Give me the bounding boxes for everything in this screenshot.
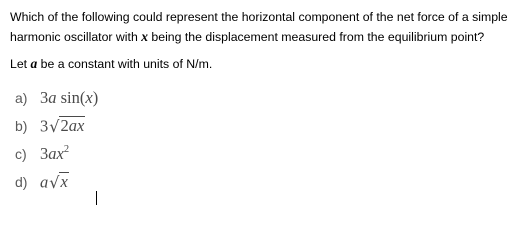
choice-b-sqrt — [49, 116, 85, 137]
choice-d-var-x: x — [60, 172, 68, 191]
text-cursor-icon — [96, 191, 97, 205]
choice-b-coefficient: 3 — [40, 116, 49, 136]
choice-a[interactable] — [15, 88, 98, 116]
choice-b-expression — [40, 116, 85, 136]
choice-a-letter: a) — [15, 90, 28, 106]
choice-d-var-a: a — [40, 172, 49, 192]
choice-d-sqrt — [49, 172, 69, 193]
question-text — [10, 8, 518, 47]
choice-a-var-a: a — [48, 88, 57, 107]
choice-b-radicand — [59, 116, 85, 134]
choice-d-expression — [40, 172, 69, 192]
choice-b-var-x: x — [76, 116, 85, 135]
choice-c-var-x: x — [56, 144, 64, 163]
choice-c-coefficient: 3 — [40, 144, 49, 163]
choice-b[interactable] — [15, 116, 98, 144]
choice-b-radicand-coefficient: 2 — [60, 116, 69, 135]
choice-a-var-x: x — [85, 88, 93, 107]
radical-sign-icon: √ — [49, 117, 60, 137]
choice-a-func: sin( — [56, 88, 86, 107]
radical-sign-icon: √ — [49, 173, 60, 193]
constant-note-prefix: Let — [10, 57, 31, 71]
variable-x: x — [141, 29, 148, 44]
choice-c-exponent: 2 — [63, 144, 70, 155]
constant-note — [10, 56, 212, 72]
choice-d[interactable] — [15, 172, 98, 200]
question-text-part2: being the displacement measured from the equilibrium point? — [147, 30, 485, 44]
choice-b-var-a: a — [68, 116, 77, 135]
choice-c-var-a: a — [48, 144, 57, 163]
variable-a: a — [30, 56, 38, 71]
choice-c-expression — [40, 144, 69, 164]
choice-a-expression — [40, 88, 98, 108]
answer-choices — [15, 88, 98, 200]
choice-a-coefficient: 3 — [40, 88, 49, 107]
question-text-part1: Which of the following could represent the horizontal component of the net force of a simple harmonic oscillator with — [10, 10, 508, 44]
choice-a-close-paren: ) — [92, 88, 99, 107]
choice-d-radicand — [59, 172, 68, 190]
choice-d-letter: d) — [15, 174, 28, 191]
choice-c-letter: c) — [15, 146, 27, 162]
choice-b-letter: b) — [15, 118, 28, 135]
choice-c[interactable] — [15, 144, 98, 172]
constant-note-suffix: be a constant with units of N/m. — [37, 57, 213, 71]
